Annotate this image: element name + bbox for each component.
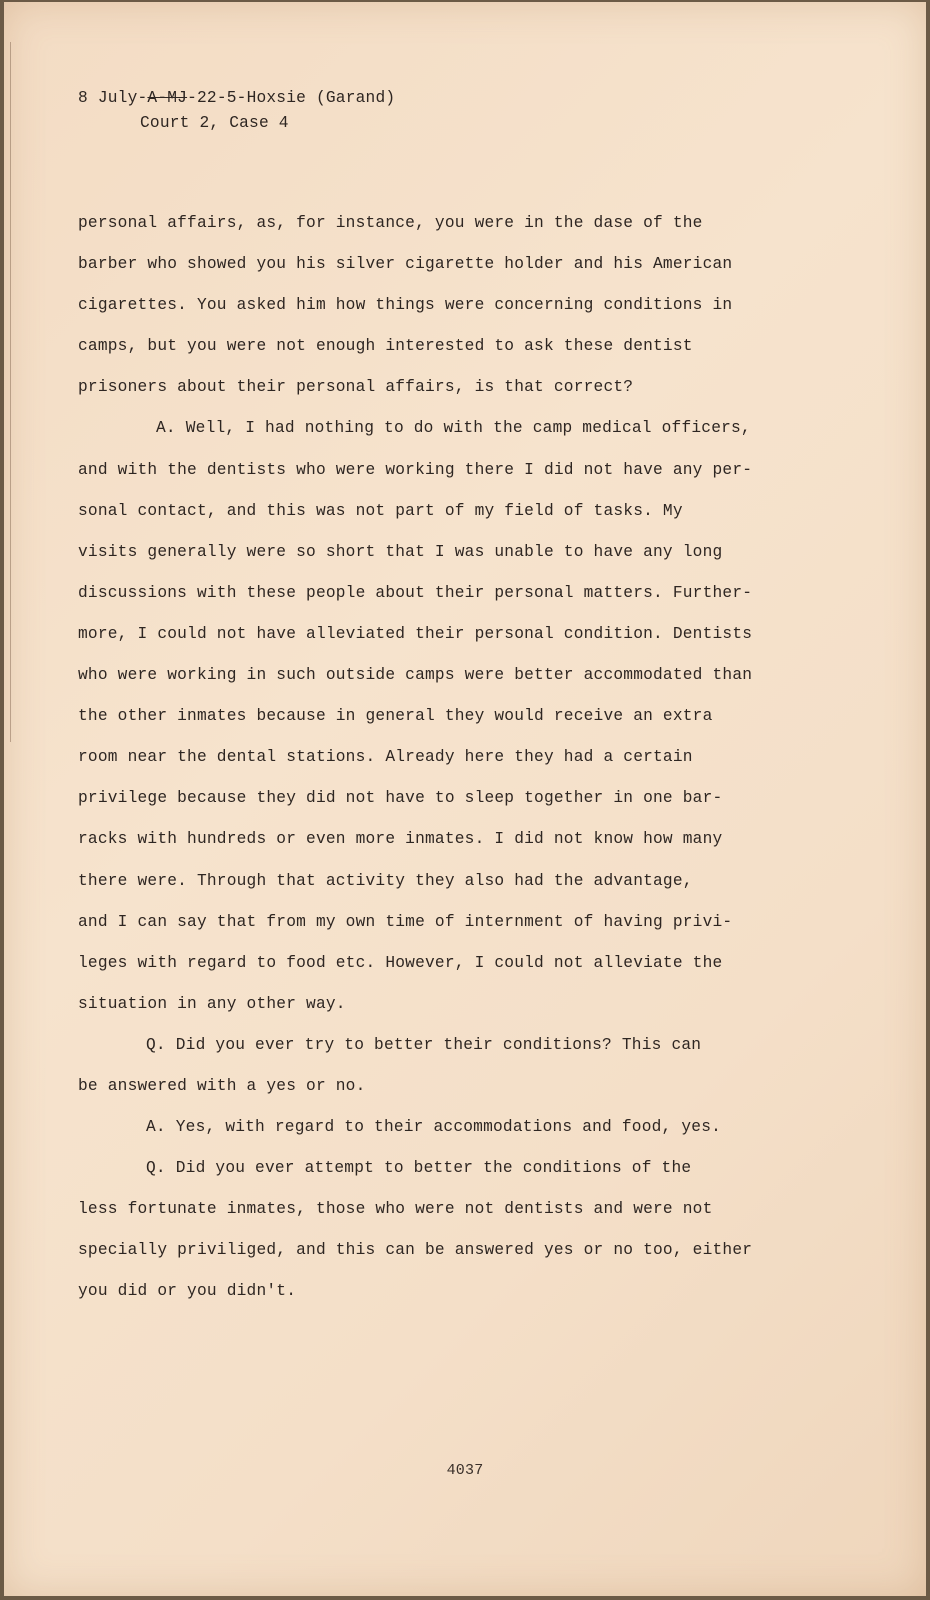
body-line: situation in any other way. [78, 994, 346, 1013]
page-number: 4037 [446, 1462, 484, 1479]
answer-paragraph-start: A. Well, I had nothing to do with the camp medical officers, [156, 419, 751, 438]
body-line: there were. Through that activity they also had the advantage, [78, 871, 693, 890]
body-line: be answered with a yes or no. [78, 1076, 366, 1095]
body-line: and with the dentists who were working there I did not have any per- [78, 460, 753, 479]
document-body [78, 203, 752, 1313]
body-line: and I can say that from my own time of internment of having privi- [78, 912, 733, 931]
body-line: privilege because they did not have to sleep together in one bar- [78, 789, 723, 808]
body-line: cigarettes. You asked him how things were concerning conditions in [78, 296, 733, 315]
body-line: the other inmates because in general they would receive an extra [78, 707, 713, 726]
body-line: camps, but you were not enough interested to ask these dentist [78, 337, 693, 356]
question-paragraph-start: Q. Did you ever attempt to better the conditions of the [146, 1159, 692, 1178]
header-line-1 [78, 86, 395, 111]
body-line: prisoners about their personal affairs, is that correct? [78, 378, 634, 397]
header-struck-text: A-MJ [147, 89, 188, 107]
answer-paragraph-start: A. Yes, with regard to their accommodations and food, yes. [146, 1118, 722, 1137]
header-court-case: Court 2, Case 4 [140, 114, 289, 132]
body-line: who were working in such outside camps were better accommodated than [78, 666, 753, 685]
body-line: room near the dental stations. Already here they had a certain [78, 748, 693, 767]
body-line: leges with regard to food etc. However, I could not alleviate the [78, 953, 723, 972]
body-line: visits generally were so short that I was unable to have any long [78, 542, 723, 561]
body-line: more, I could not have alleviated their personal condition. Dentists [78, 624, 753, 643]
body-line: you did or you didn't. [78, 1282, 297, 1301]
header-date: 8 July- [78, 89, 148, 107]
body-line: less fortunate inmates, those who were not dentists and were not [78, 1200, 713, 1219]
body-line: personal affairs, as, for instance, you were in the dase of the [78, 214, 703, 232]
body-line: barber who showed you his silver cigarette holder and his American [78, 255, 733, 274]
question-paragraph-start: Q. Did you ever try to better their conditions? This can [146, 1035, 702, 1054]
body-line: specially priviliged, and this can be answered yes or no too, either [78, 1241, 753, 1260]
document-page [4, 2, 926, 1596]
document-header [78, 86, 395, 136]
body-line: discussions with these people about their personal matters. Further- [78, 583, 753, 602]
page-edge-mark [10, 42, 11, 742]
body-line: sonal contact, and this was not part of my field of tasks. My [78, 501, 683, 520]
header-reference: -22-5-Hoxsie (Garand) [187, 89, 396, 107]
body-line: racks with hundreds or even more inmates. I did not know how many [78, 830, 723, 849]
